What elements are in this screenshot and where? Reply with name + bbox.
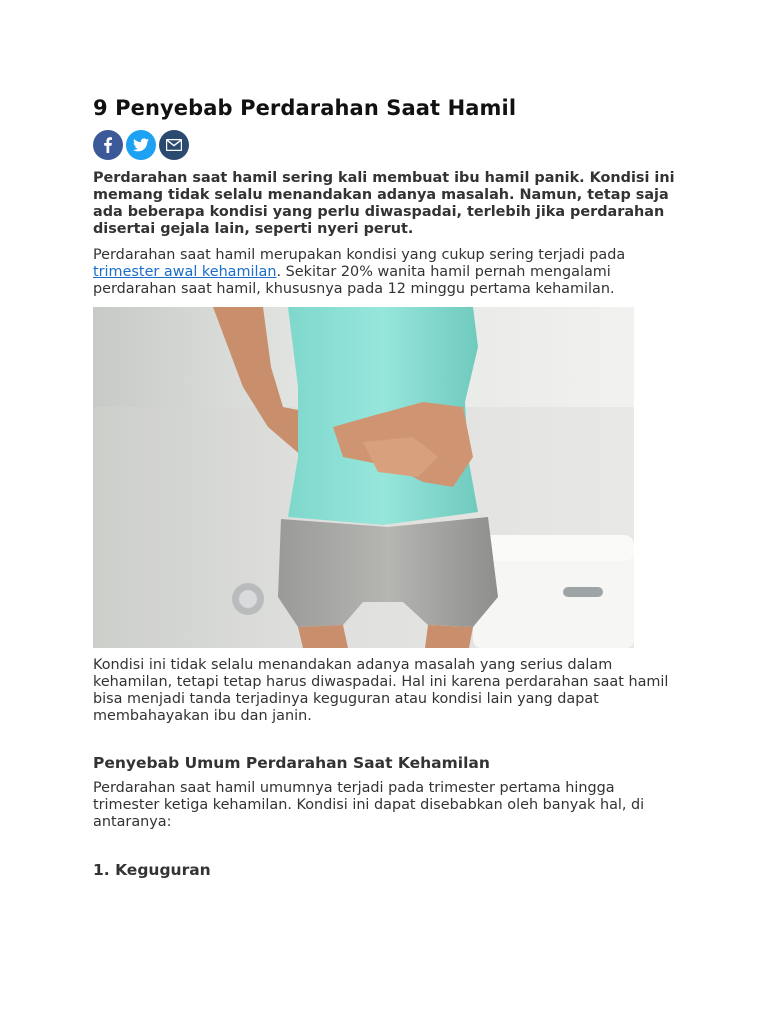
paragraph-intro-text-1: Perdarahan saat hamil merupakan kondisi yang cukup sering terjadi pada [93,247,626,263]
twitter-share-button[interactable] [126,130,156,160]
email-icon [166,139,182,151]
article-title: 9 Penyebab Perdarahan Saat Hamil [93,96,517,120]
email-share-button[interactable] [159,130,189,160]
article-lead: Perdarahan saat hamil sering kali membuat ibu hamil panik. Kondisi ini memang tidak selalu menandakan adanya masalah. Namun, tetap saja ada beberapa kondisi yang perlu diwaspadai, terlebih jika perdarahan disertai gejala lain, seperti nyeri perut. [93,170,675,237]
trimester-link[interactable]: trimester awal kehamilan [93,264,277,280]
facebook-icon [100,137,116,153]
twitter-icon [133,138,149,152]
facebook-share-button[interactable] [93,130,123,160]
pregnant-woman-photo [93,307,634,648]
paragraph-causes-intro: Perdarahan saat hamil umumnya terjadi pada trimester pertama hingga trimester ketiga kehamilan. Kondisi ini dapat disebabkan oleh banyak hal, di antaranya: [93,780,645,830]
article-content [93,93,678,880]
section-heading: Penyebab Umum Perdarahan Saat Kehamilan [93,754,490,772]
share-bar [93,130,678,160]
paragraph-warning: Kondisi ini tidak selalu menandakan adanya masalah yang serius dalam kehamilan, tetapi tetap harus diwaspadai. Hal ini karena perdarahan saat hamil bisa menjadi tanda terjadinya keguguran atau kondisi lain yang dapat membahayakan ibu dan janin. [93,657,669,724]
article-photo [93,307,634,648]
paragraph-intro-text-2: . Sekitar 20% wanita hamil pernah mengalami perdarahan saat hamil, khususnya pada 12 minggu pertama kehamilan. [93,264,615,297]
paragraph-intro [93,247,678,298]
subheading-keguguran: 1. Keguguran [93,861,211,879]
